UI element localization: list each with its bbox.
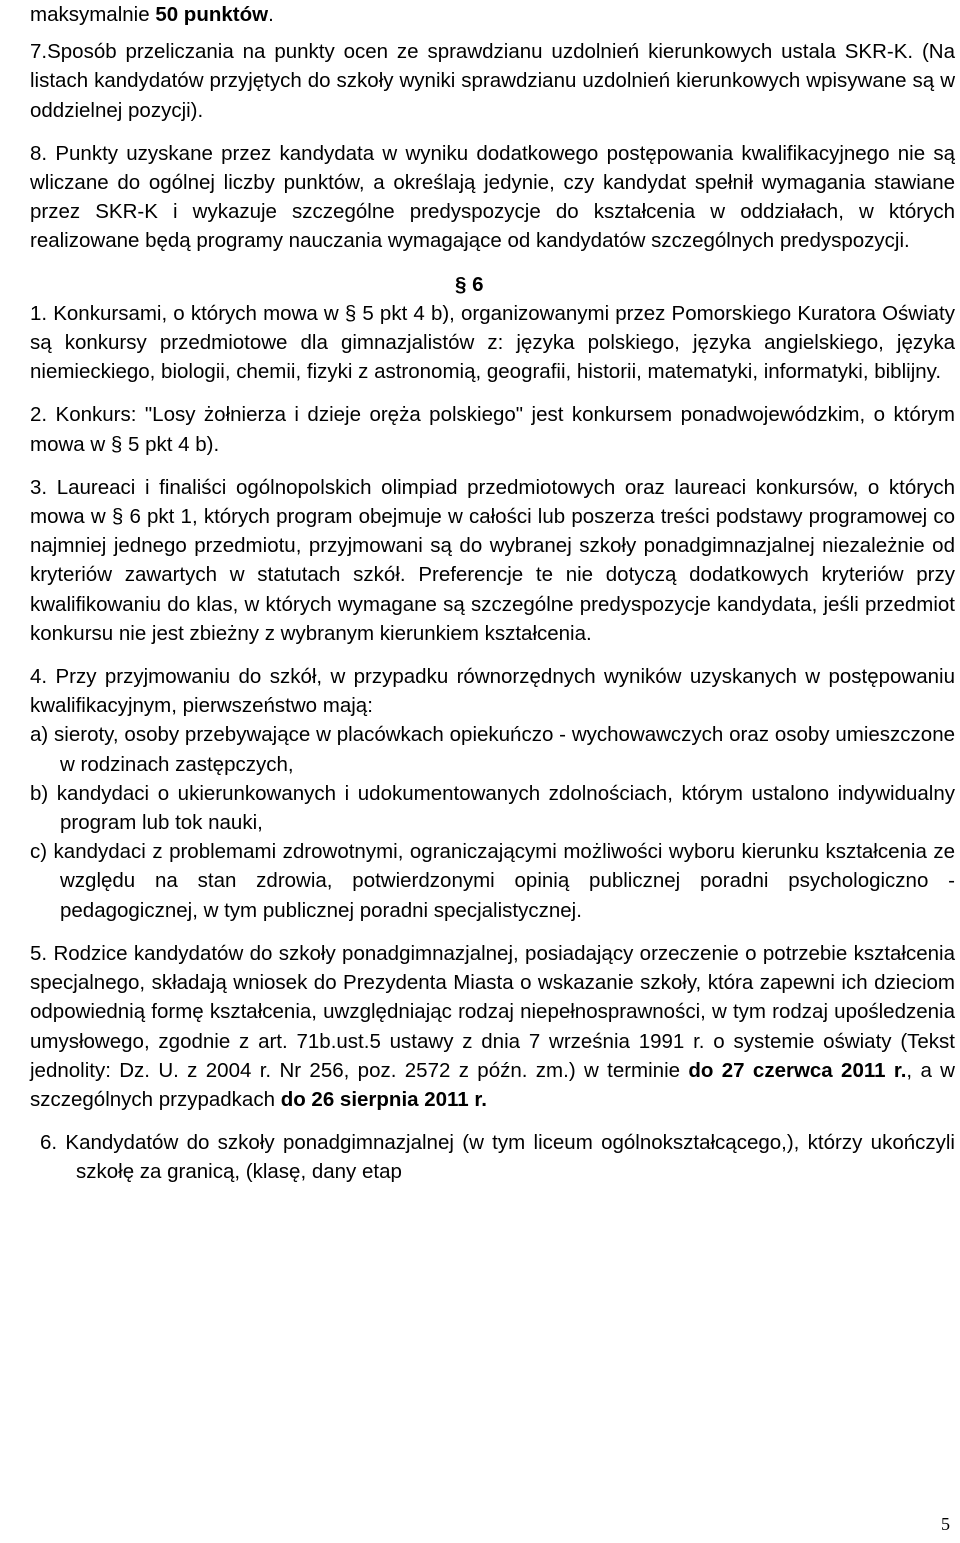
s6-paragraph-4-item-a: a) sieroty, osoby przebywające w placówkach opiekuńczo - wychowawczych oraz osoby umieszczone w rodzinach zastępczych, <box>30 723 955 776</box>
section-heading: § 6 <box>455 272 484 296</box>
document-page <box>30 0 955 1187</box>
s6-p5-text: 5. Rodzice kandydatów do szkoły ponadgimnazjalnej, posiadający orzeczenie o potrzebie kształcenia specjalnego, składają wniosek do Prezydenta Miasta o wskazanie szkoły, która zapewni ich dzieciom odpowiednią formę kształcenia, uwzględniając rodzaj niepełnosprawności, w tym rodzaj upośledzenia umysłowego, zgodnie z art. 71b.ust.5 ustawy z dnia 7 września 1991 r. o systemie oświaty (Tekst jednolity: Dz. U. z 2004 r. Nr 256, poz. 2572 z późn. zm.) w terminie <box>30 941 955 1082</box>
s6-p5-deadline-2: do 26 sierpnia 2011 r. <box>280 1087 487 1111</box>
s6-paragraph-2: 2. Konkurs: "Losy żołnierza i dzieje oręża polskiego" jest konkursem ponadwojewódzkim, o którym mowa w § 5 pkt 4 b). <box>30 403 955 456</box>
paragraph-8: 8. Punkty uzyskane przez kandydata w wyniku dodatkowego postępowania kwalifikacyjnego nie są wliczane do ogólnej liczby punktów, a określają jedynie, czy kandydat spełnił wymagania stawiane przez SKR-K i wykazuje szczególne predyspozycje do kształcenia w oddziałach, w których realizowane będą programy nauczania wymagające od kandydatów szczególnych predyspozycji. <box>30 141 955 253</box>
s6-paragraph-4-item-c: c) kandydaci z problemami zdrowotnymi, ograniczającymi możliwości wyboru kierunku kształcenia ze względu na stan zdrowia, potwierdzonymi opinią publicznej poradni psychologiczno -pedagogicznej, w tym publicznej poradni specjalistycznej. <box>30 840 955 922</box>
top-line-suffix: . <box>268 3 274 26</box>
paragraph-7: 7.Sposób przeliczania na punkty ocen ze sprawdzianu uzdolnień kierunkowych ustala SKR-K. (Na listach kandydatów przyjętych do szkoły wyniki sprawdzianu uzdolnień kierunkowych wpisywane są w oddzielnej pozycji). <box>30 40 955 122</box>
s6-paragraph-4-intro: 4. Przy przyjmowaniu do szkół, w przypadku równorzędnych wyników uzyskanych w postępowaniu kwalifikacyjnym, pierwszeństwo mają: <box>30 665 955 718</box>
top-line <box>30 0 955 29</box>
page-number: 5 <box>941 1514 950 1534</box>
s6-paragraph-3: 3. Laureaci i finaliści ogólnopolskich olimpiad przedmiotowych oraz laureaci konkursów, o których mowa w § 6 pkt 1, których program obejmuje w całości lub poszerza treści podstawy programowej co najmniej jednego przedmiotu, przyjmowani są do wybranej szkoły ponadgimnazjalnej niezależnie od kryteriów zawartych w statutach szkół. Preferencje te nie dotyczą dodatkowych kryteriów przy kwalifikowaniu do klas, w których wymagane są szczególne predyspozycje kandydata, jeśli przedmiot konkursu nie jest zbieżny z wybranym kierunkiem kształcenia. <box>30 475 955 645</box>
s6-paragraph-6: 6. Kandydatów do szkoły ponadgimnazjalnej (w tym liceum ogólnokształcącego,), którzy ukończyli szkołę za granicą, (klasę, dany etap <box>40 1131 955 1184</box>
s6-paragraph-4-item-b: b) kandydaci o ukierunkowanych i udokumentowanych zdolnościach, którym ustalono indywidualny program lub tok nauki, <box>30 781 955 835</box>
top-line-prefix: maksymalnie <box>30 3 156 26</box>
s6-paragraph-1: 1. Konkursami, o których mowa w § 5 pkt 4 b), organizowanymi przez Pomorskiego Kuratora Oświaty są konkursy przedmiotowe dla gimnazjalistów z: języka polskiego, języka angielskiego, języka niemieckiego, biologii, chemii, fizyki z astronomią, geografii, historii, matematyki, informatyki, biblijny. <box>30 301 955 384</box>
s6-p5-deadline-1: do 27 czerwca 2011 r. <box>688 1058 907 1082</box>
s6-p5-mid: , a w szczególnych przypadkach <box>30 1058 955 1111</box>
s6-paragraph-5 <box>30 939 955 1114</box>
top-line-bold: 50 punktów <box>155 3 269 26</box>
